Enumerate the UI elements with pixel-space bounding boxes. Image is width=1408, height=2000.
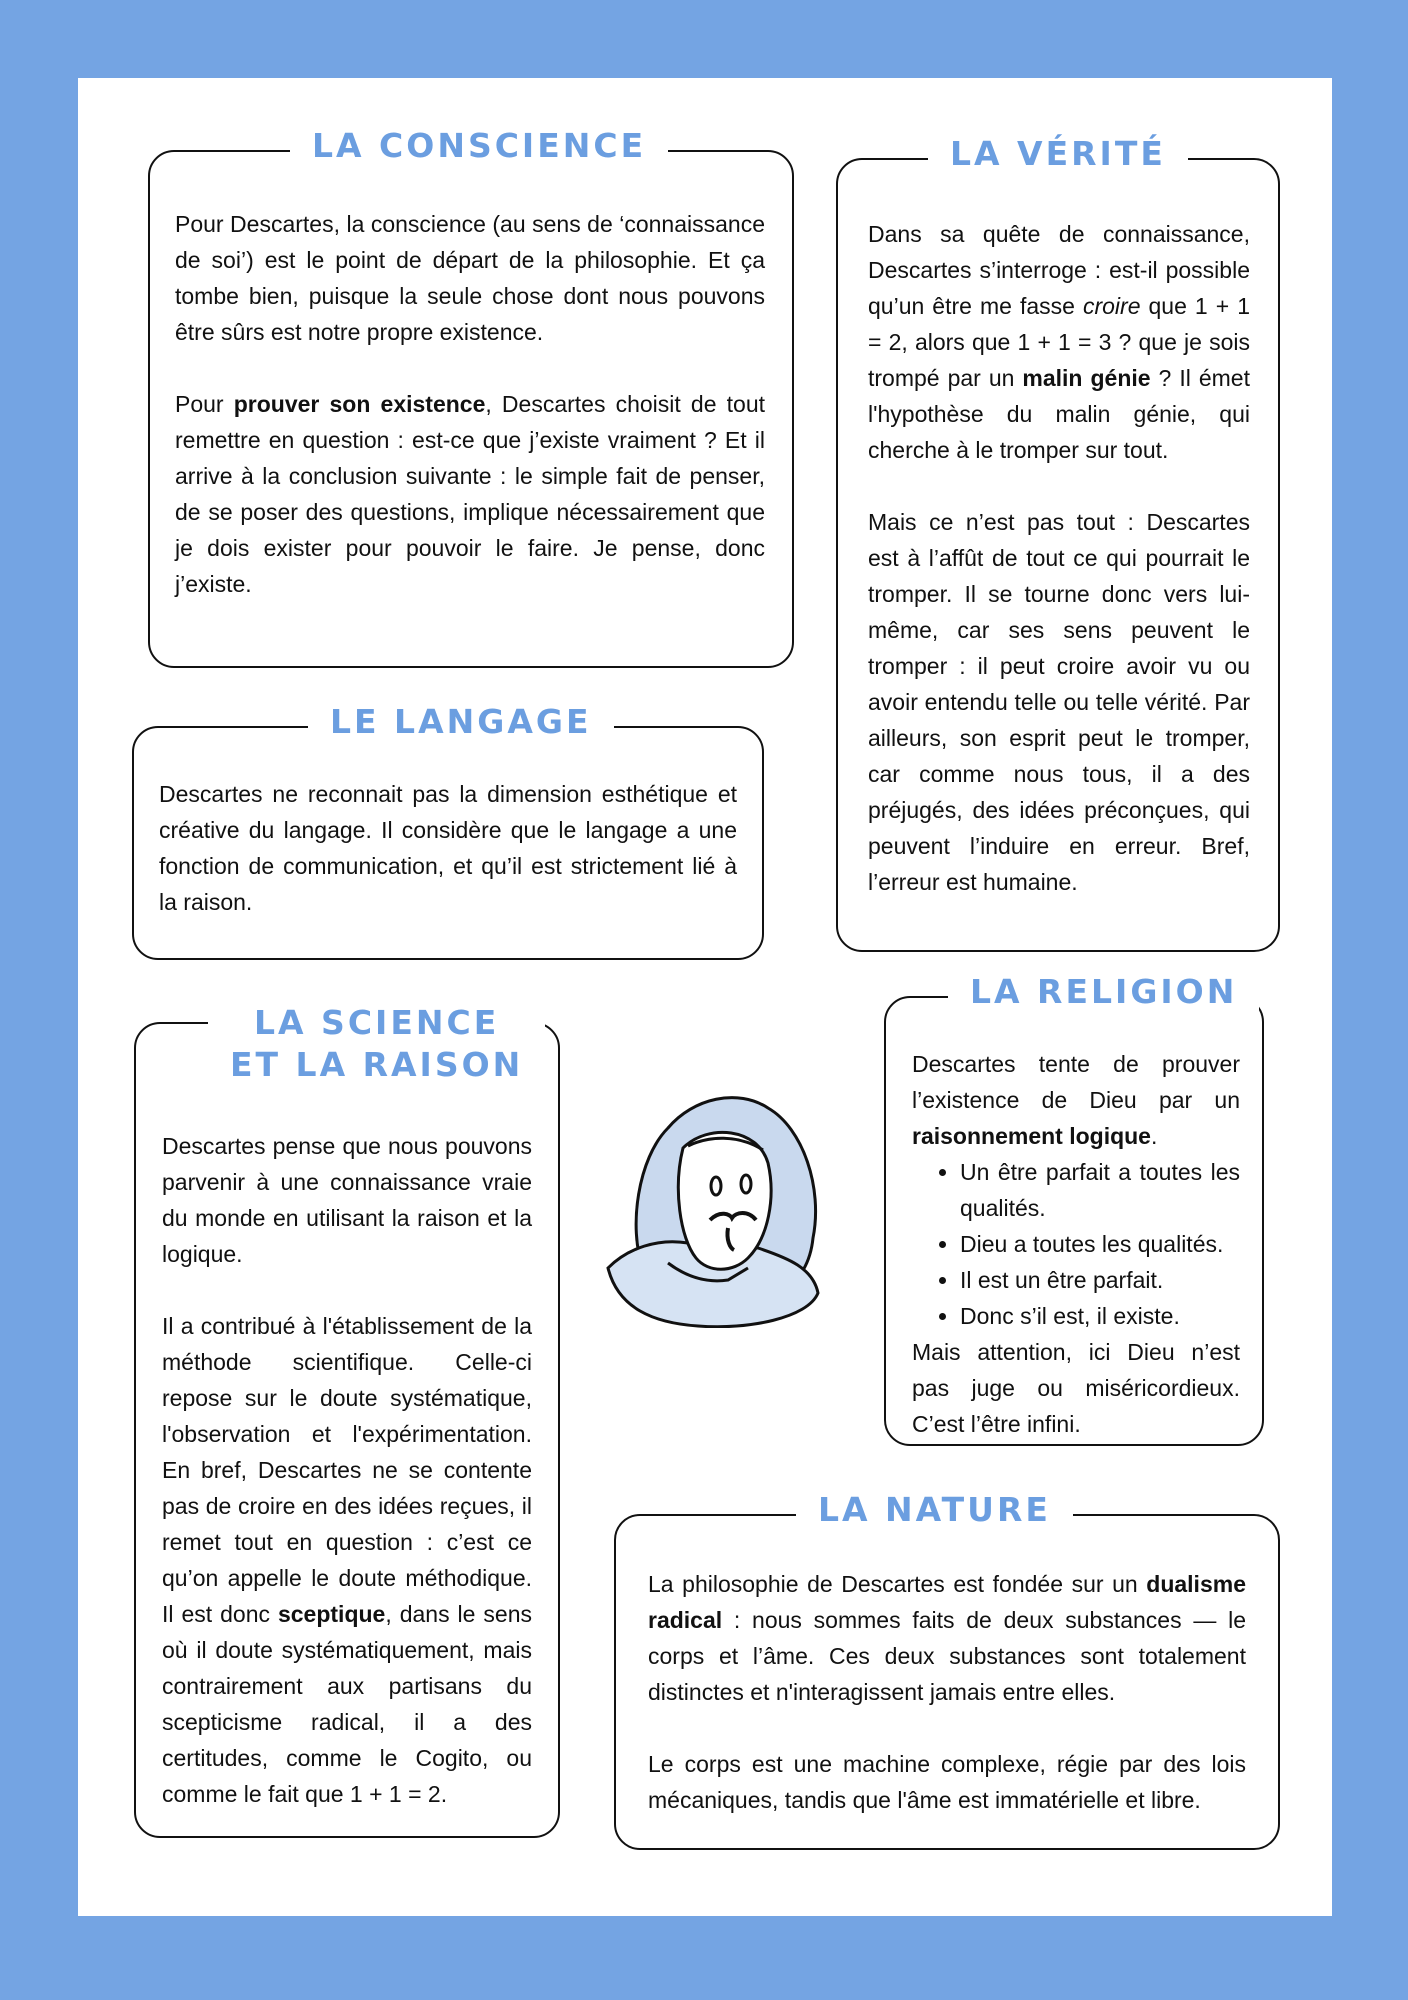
bold-text: prouver son existence: [233, 391, 486, 417]
section-body: [159, 776, 737, 920]
section-title: LA RELIGION: [948, 972, 1259, 1012]
text-span: Dans sa quête de connaissance, Descartes s’interroge : est-il possible qu’un être me fasse: [868, 221, 1250, 319]
paragraph: [912, 1046, 1240, 1154]
paragraph: Pour Descartes, la conscience (au sens de ‘connaissance de soi’) est le point de départ de la philosophie. Et ça tombe bien, puisque la seule chose dont nous pouvons être sûrs est notre propre existence.: [175, 211, 765, 345]
italic-text: croire: [1082, 293, 1141, 319]
section-body: [868, 216, 1250, 900]
section-religion: [884, 972, 1264, 1446]
text-span: , Descartes choisit de tout remettre en question : est-ce que j’existe vraiment ? Et il arrive à la conclusion suivante : le simple fait de penser, de se poser des questions, implique nécessairement que je dois exister pour pouvoir le faire. Je pense, donc j’existe.: [175, 391, 766, 597]
bold-text: raisonnement logique: [912, 1123, 1151, 1149]
paragraph: [175, 386, 765, 602]
text-span: Pour: [175, 391, 234, 417]
text-span: La philosophie de Descartes est fondée sur un: [648, 1571, 1147, 1597]
title-line: ET LA RAISON: [230, 1045, 524, 1084]
paragraph: Le corps est une machine complexe, régie par des lois mécaniques, tandis que l'âme est immatérielle et libre.: [648, 1751, 1246, 1813]
paragraph: Descartes ne reconnait pas la dimension esthétique et créative du langage. Il considère que le langage a une fonction de communication, et qu’il est strictement lié à la raison.: [159, 781, 737, 915]
page-sheet: [78, 78, 1332, 1916]
text-span: , dans le sens où il doute systématiquement, mais contrairement aux partisans du scepticisme radical, il a des certitudes, comme le Cogito, ou comme le fait que 1 + 1 = 2.: [162, 1601, 532, 1807]
text-span: .: [1150, 1123, 1158, 1149]
paragraph: Descartes pense que nous pouvons parvenir à une connaissance vraie du monde en utilisant la raison et la logique.: [162, 1133, 532, 1267]
paragraph: [868, 216, 1250, 468]
list-item: • Il est un être parfait.: [960, 1262, 1240, 1298]
bold-text: dualisme radical: [648, 1571, 1246, 1633]
section-science: [134, 1003, 560, 1838]
section-title: LA NATURE: [796, 1490, 1073, 1530]
paragraph: Mais attention, ici Dieu n’est pas juge ou miséricordieux. C’est l’être infini.: [912, 1339, 1240, 1437]
descartes-portrait-icon: [598, 1068, 848, 1328]
text-span: que 1 + 1 = 2, alors que 1 + 1 = 3 ? que je sois trompé par un: [868, 293, 1250, 391]
section-title: LE LANGAGE: [308, 702, 614, 742]
section-body: [175, 206, 765, 602]
section-body: [912, 1046, 1240, 1442]
section-verite: [836, 134, 1280, 952]
section-title: [208, 1002, 545, 1086]
text-span: : nous sommes faits de deux substances — le corps et l’âme. Ces deux substances sont totalement distinctes et n'interagissent jamais entre elles.: [648, 1607, 1246, 1705]
title-line: LA SCIENCE: [254, 1003, 500, 1042]
list-item: • Dieu a toutes les qualités.: [960, 1226, 1240, 1262]
bullet-list: [912, 1154, 1240, 1334]
text-span: Il a contribué à l'établissement de la méthode scientifique. Celle-ci repose sur le doute systématique, l'observation et l'expérimentation. En bref, Descartes ne se contente pas de croire en des idées reçues, il remet tout en question : c’est ce qu’on appelle le doute méthodique. Il est donc: [162, 1313, 532, 1627]
paragraph: Mais ce n’est pas tout : Descartes est à l’affût de tout ce qui pourrait le tromper. Il se tourne donc vers lui-même, car ses sens peuvent le tromper : il peut croire avoir vu ou avoir entendu telle ou telle vérité. Par ailleurs, son esprit peut le tromper, car comme nous tous, il a des préjugés, des idées préconçues, qui peuvent l’induire en erreur. Bref, l’erreur est humaine.: [868, 509, 1250, 895]
bold-text: malin génie: [1022, 365, 1151, 391]
list-item: • Donc s’il est, il existe.: [960, 1298, 1240, 1334]
section-nature: [614, 1490, 1280, 1850]
paragraph: [162, 1308, 532, 1812]
list-item: • Un être parfait a toutes les qualités.: [960, 1154, 1240, 1226]
section-title: LA CONSCIENCE: [290, 126, 668, 166]
section-conscience: [148, 126, 794, 668]
text-span: ? Il émet l'hypothèse du malin génie, qui cherche à le tromper sur tout.: [868, 365, 1250, 463]
text-span: Descartes tente de prouver l’existence de Dieu par un: [912, 1051, 1240, 1113]
paragraph: [648, 1566, 1246, 1710]
bold-text: sceptique: [277, 1601, 386, 1627]
section-langage: [132, 702, 764, 960]
section-body: [648, 1566, 1246, 1818]
section-title: LA VÉRITÉ: [928, 134, 1188, 174]
section-body: [162, 1128, 532, 1812]
